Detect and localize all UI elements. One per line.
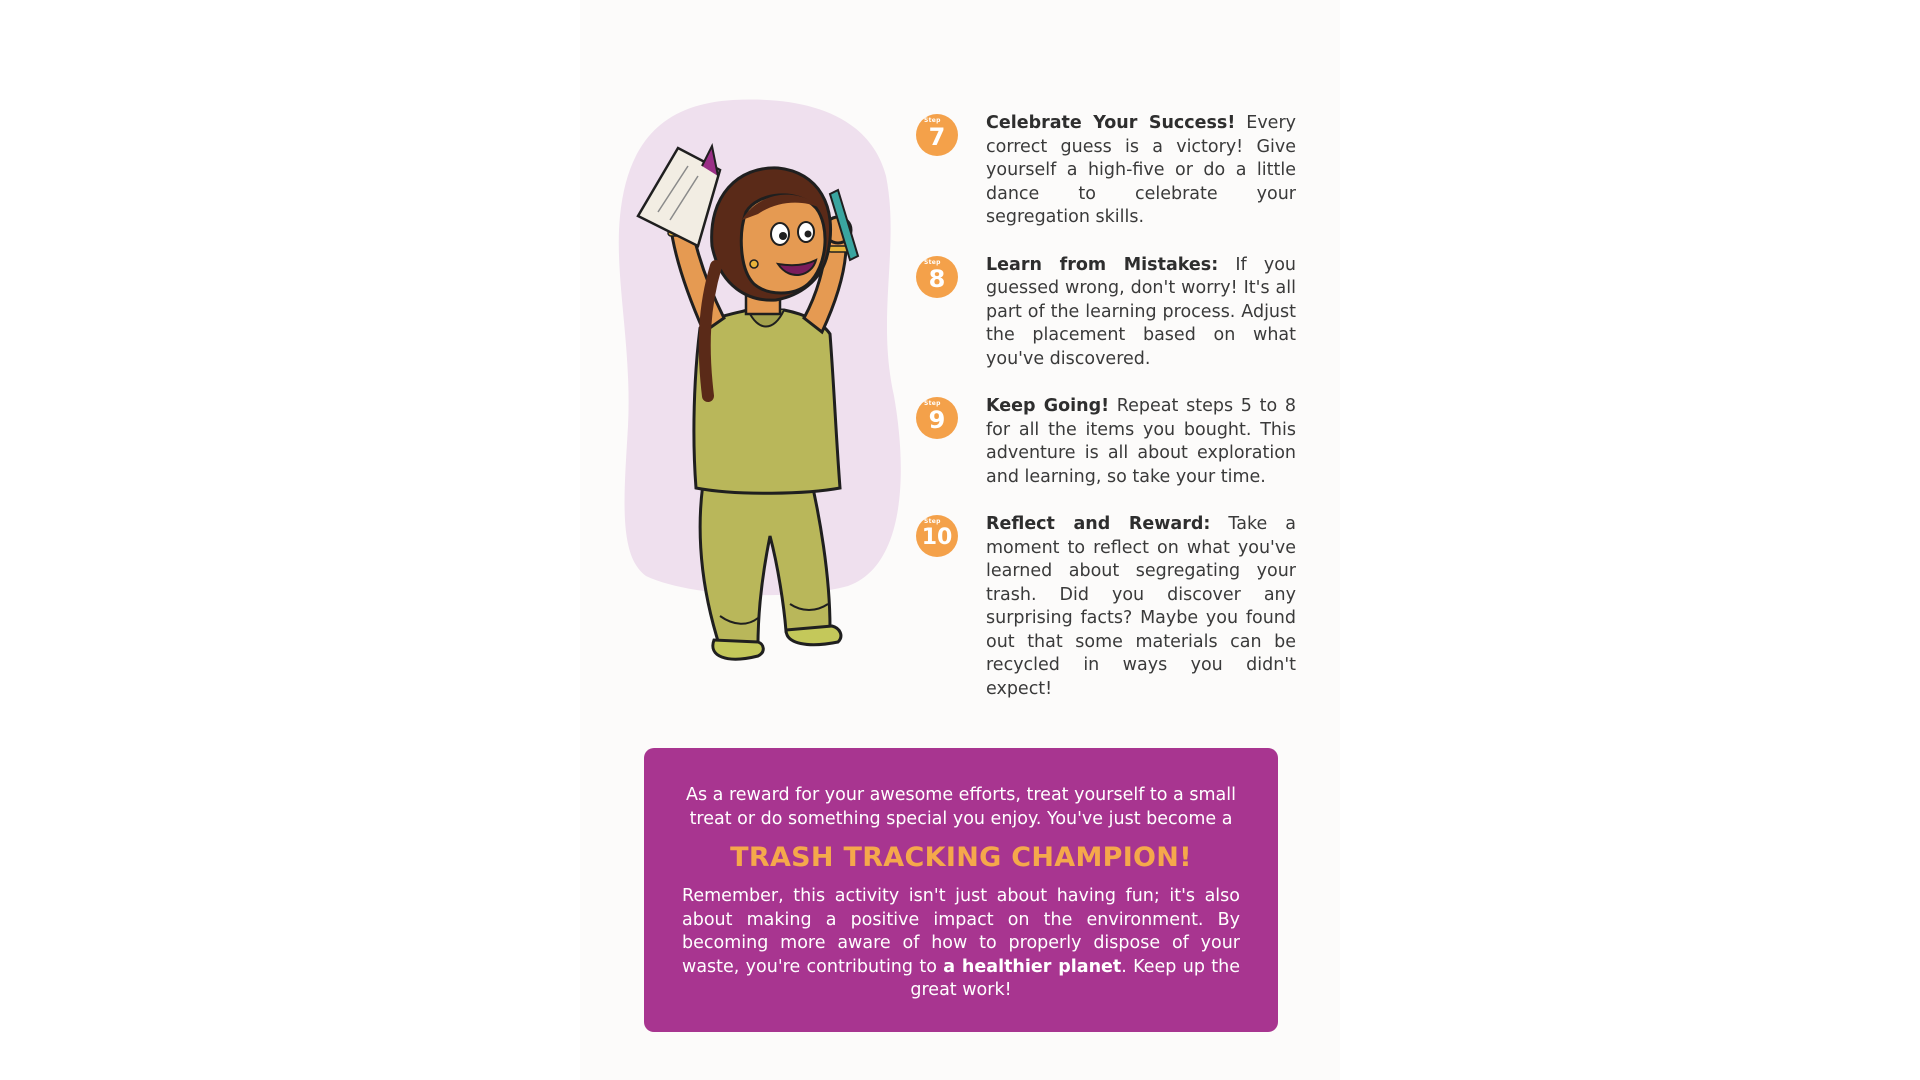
- step-text: [986, 395, 1296, 489]
- step-badge: [916, 114, 958, 156]
- activity-page: [580, 0, 1340, 1080]
- steps-list: [916, 112, 1296, 725]
- step-number: 7: [928, 123, 946, 151]
- step-number: 9: [928, 406, 946, 434]
- step-title: Celebrate Your Success!: [986, 113, 1236, 133]
- reward-box: [644, 748, 1278, 1032]
- step-text: [986, 112, 1296, 230]
- step-word: Step: [924, 258, 941, 266]
- step-word: Step: [924, 117, 941, 124]
- reward-body-text: Remember, this activity isn't just about having fun; it's also about making a positive impact on the environment. By becoming more aware of how to properly dispose of your waste, you're contributing to: [682, 886, 1240, 977]
- step-badge: [916, 515, 958, 557]
- step-text: [986, 254, 1296, 372]
- step-description: Take a moment to reflect on what you've learned about segregating your trash. Did you discover any surprising facts? Maybe you found out that some materials can be recycled in ways you didn't expect!: [986, 514, 1296, 699]
- step-description: If you guessed wrong, don't worry! It's all part of the learning process. Adjust the placement based on what you've discovered.: [986, 254, 1296, 369]
- step-9: [916, 395, 1296, 489]
- reward-body-end: . Keep up the great work!: [910, 956, 1240, 1000]
- step-word: Step: [924, 400, 941, 407]
- step-text: [986, 513, 1296, 701]
- step-badge: [916, 397, 958, 439]
- celebrating-girl-illustration: [608, 96, 908, 666]
- reward-body-bold: a healthier planet: [943, 956, 1122, 977]
- reward-intro: As a reward for your awesome efforts, treat yourself to a small treat or do something special you enjoy. You've just become a: [686, 785, 1236, 829]
- step-description: Every correct guess is a victory! Give yourself a high-five or do a little dance to celebrate your segregation skills.: [986, 113, 1296, 227]
- step-10: [916, 513, 1296, 701]
- step-number: 8: [928, 264, 946, 293]
- step-title: Learn from Mistakes:: [986, 254, 1219, 275]
- step-word: Step: [924, 518, 941, 525]
- step-7: [916, 112, 1296, 230]
- step-title: Keep Going!: [986, 396, 1110, 416]
- reward-body: [682, 885, 1240, 1003]
- step-description: Repeat steps 5 to 8 for all the items you bought. This adventure is all about exploration and learning, so take your time.: [986, 396, 1296, 487]
- step-8: [916, 254, 1296, 372]
- step-title: Reflect and Reward:: [986, 514, 1211, 534]
- step-badge: [916, 256, 958, 298]
- reward-headline: TRASH TRACKING CHAMPION!: [730, 842, 1192, 873]
- step-number: 10: [921, 525, 953, 550]
